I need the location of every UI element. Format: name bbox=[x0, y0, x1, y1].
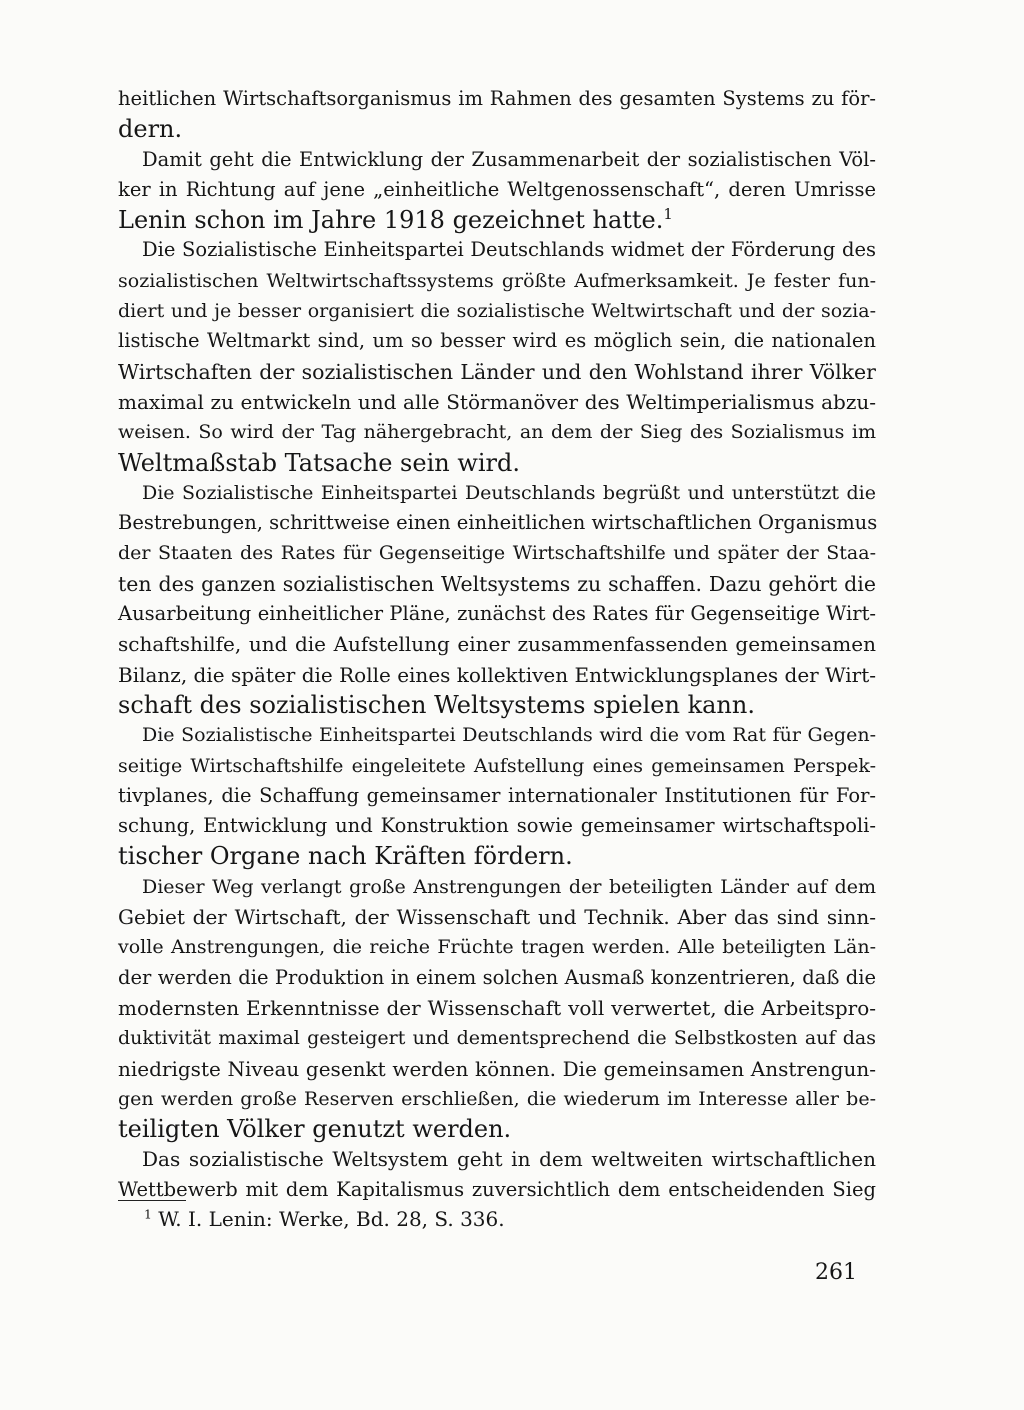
paragraph bbox=[118, 720, 876, 871]
text-line: tivplanes, die Schaffung gemeinsamer internationaler Institutionen für For- bbox=[118, 783, 876, 807]
text-line: modernsten Erkenntnisse der Wissenschaft voll verwertet, die Arbeitspro- bbox=[118, 995, 876, 1020]
text-line: gen werden große Reserven erschließen, die wiederum im Interesse aller be- bbox=[118, 1087, 876, 1110]
paragraph bbox=[118, 478, 876, 720]
body-text bbox=[118, 84, 876, 1205]
text-line: Bilanz, die später die Rolle eines kollektiven Entwicklungsplanes der Wirt- bbox=[118, 662, 877, 687]
footnote bbox=[144, 1206, 505, 1232]
text-line: der werden die Produktion in einem solchen Ausmaß konzentrieren, daß die bbox=[118, 965, 876, 989]
text-line: ker in Richtung auf jene „einheitliche Weltgenossenschaft“, deren Umrisse bbox=[118, 177, 876, 201]
page-number: 261 bbox=[815, 1260, 857, 1285]
text-line: Bestrebungen, schrittweise einen einheitlichen wirtschaftlichen Organismus bbox=[118, 511, 878, 535]
text-line: Gebiet der Wirtschaft, der Wissenschaft und Technik. Aber das sind sinn- bbox=[118, 905, 876, 930]
text-line: Dieser Weg verlangt große Anstrengungen der beteiligten Länder auf dem bbox=[142, 875, 876, 898]
paragraph bbox=[118, 145, 876, 236]
text-line: Ausarbeitung einheitlicher Pläne, zunächst des Rates für Gegenseitige Wirt- bbox=[118, 602, 876, 626]
text-line: Lenin schon im Jahre 1918 gezeichnet hatte.$^1$ bbox=[118, 205, 673, 235]
paragraph bbox=[118, 872, 876, 1145]
text-line: maximal zu entwickeln und alle Störmanöver des Weltimperialismus abzu- bbox=[118, 389, 876, 414]
text-line: weisen. So wird der Tag nähergebracht, an dem der Sieg des Sozialismus im bbox=[118, 421, 876, 444]
text-line: schaftshilfe, und die Aufstellung einer zusammenfassenden gemeinsamen bbox=[118, 632, 876, 657]
text-line: dern. bbox=[118, 115, 183, 144]
text-line: Damit geht die Entwicklung der Zusammenarbeit der sozialistischen Völ- bbox=[142, 147, 876, 171]
footnote-reference: 1 bbox=[663, 205, 673, 224]
text-line: duktivität maximal gesteigert und dementsprechend die Selbstkosten auf das bbox=[118, 1027, 876, 1050]
text-line: Wirtschaften der sozialistischen Länder und den Wohlstand ihrer Völker bbox=[118, 359, 876, 384]
text-line: niedrigste Niveau gesenkt werden können. Die gemeinsamen Anstrengun- bbox=[118, 1056, 876, 1081]
text-line: Die Sozialistische Einheitspartei Deutschlands widmet der Förderung des bbox=[142, 238, 876, 262]
text-line: tischer Organe nach Kräften fördern. bbox=[118, 842, 573, 871]
footnote-separator bbox=[118, 1200, 186, 1201]
paragraph bbox=[118, 1144, 876, 1205]
text-line: Weltmaßstab Tatsache sein wird. bbox=[118, 448, 521, 477]
text-line: teiligten Völker genutzt werden. bbox=[118, 1115, 512, 1144]
text-line: Das sozialistische Weltsystem geht in dem weltweiten wirtschaftlichen bbox=[142, 1147, 876, 1172]
paragraph bbox=[118, 84, 876, 145]
text-line: sozialistischen Weltwirtschaftssystems größte Aufmerksamkeit. Je fester fun- bbox=[118, 269, 876, 292]
footnote-text: W. I. Lenin: Werke, Bd. 28, S. 336. bbox=[158, 1207, 505, 1231]
footnote-marker: 1 bbox=[144, 1206, 152, 1222]
text-line: listische Weltmarkt sind, um so besser wird es möglich sein, die nationalen bbox=[118, 329, 876, 353]
text-line: diert und je besser organisiert die sozialistische Weltwirtschaft und der sozia- bbox=[118, 300, 876, 323]
text-line: Wettbewerb mit dem Kapitalismus zuversichtlich dem entscheidenden Sieg bbox=[118, 1177, 876, 1201]
text-line: seitige Wirtschaftshilfe eingeleitete Aufstellung eines gemeinsamen Perspek- bbox=[118, 754, 876, 777]
text-line: der Staaten des Rates für Gegenseitige Wirtschaftshilfe und später der Staa- bbox=[118, 542, 876, 565]
text-line: heitlichen Wirtschaftsorganismus im Rahmen des gesamten Systems zu för- bbox=[118, 87, 876, 110]
paragraph bbox=[118, 235, 876, 477]
text-line: Die Sozialistische Einheitspartei Deutschlands wird die vom Rat für Gegen- bbox=[142, 724, 876, 747]
text-line: ten des ganzen sozialistischen Weltsystems zu schaffen. Dazu gehört die bbox=[118, 571, 876, 596]
text-line: schaft des sozialistischen Weltsystems spielen kann. bbox=[118, 690, 755, 719]
text-line: schung, Entwicklung und Konstruktion sowie gemeinsamer wirtschaftspoli- bbox=[118, 814, 876, 838]
text-line: volle Anstrengungen, die reiche Früchte tragen werden. Alle beteiligten Län- bbox=[118, 936, 876, 959]
text-line: Die Sozialistische Einheitspartei Deutschlands begrüßt und unterstützt die bbox=[142, 481, 876, 504]
